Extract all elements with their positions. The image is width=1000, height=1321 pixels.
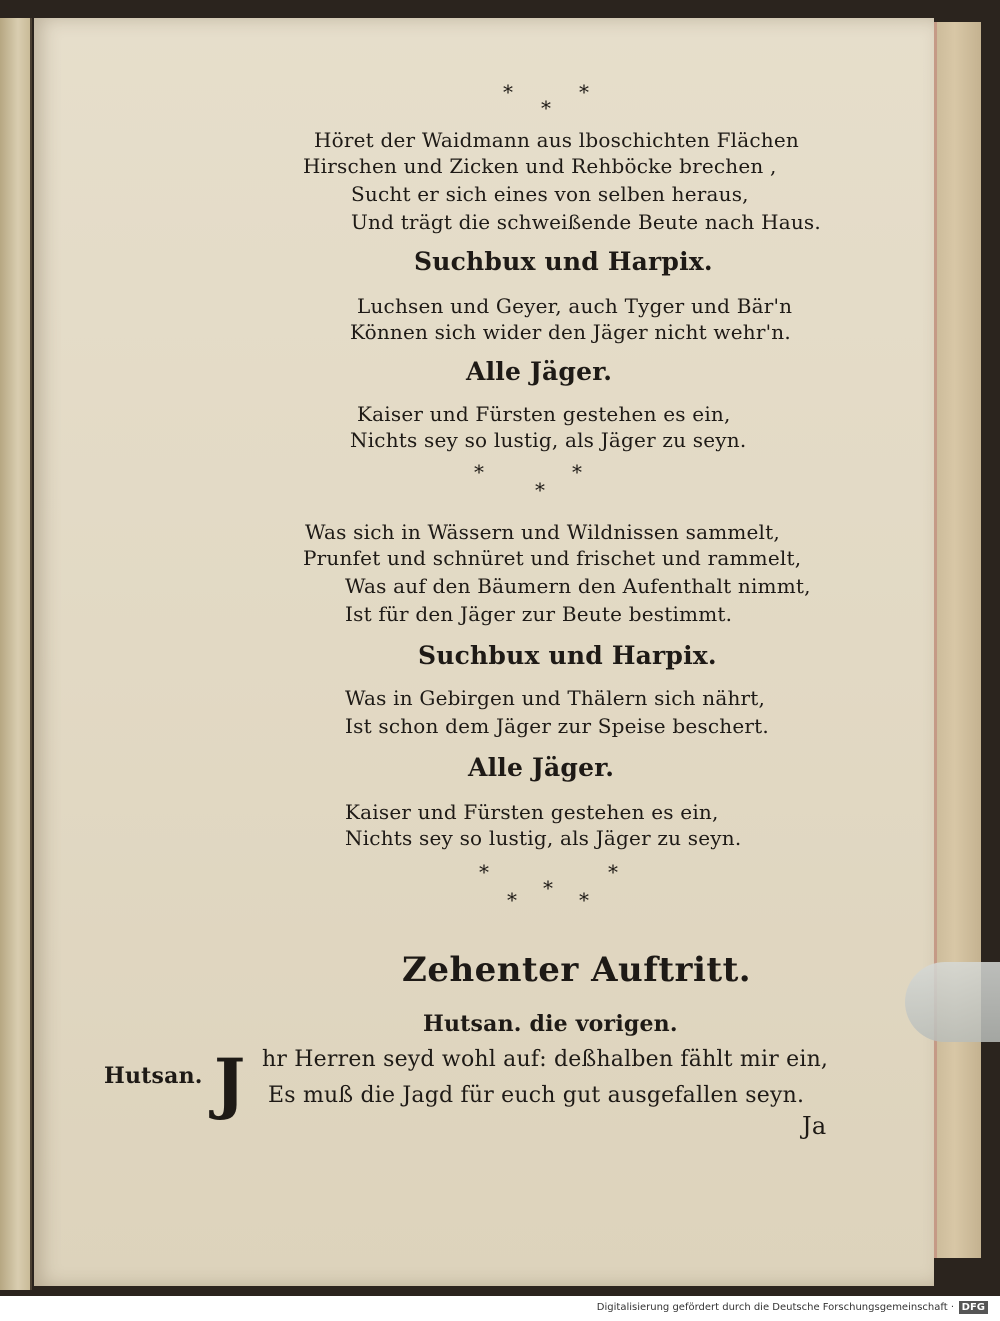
ornament-star: * [479,860,489,884]
ornament-star: * [543,876,553,900]
verse-line: Kaiser und Fürsten gestehen es ein, [345,800,719,824]
ornament-star: * [572,460,582,484]
verse-line: Luchsen und Geyer, auch Tyger und Bär'n [357,294,793,318]
ornament-star: * [579,80,589,104]
speech-line: hr Herren seyd wohl auf: deßhalben fählt mir ein, [262,1047,829,1072]
speaker-heading: Suchbux und Harpix. [414,247,713,276]
ornament-star: * [541,96,551,120]
verse-line: Und trägt die schweißende Beute nach Haus. [351,210,821,234]
verse-line: Nichts sey so lustig, als Jäger zu seyn. [345,826,742,850]
dfg-logo: DFG [959,1301,988,1314]
verse-line: Hirschen und Zicken und Rehböcke brechen , [303,154,777,178]
verse-line: Prunfet und schnüret und frischet und rammelt, [303,546,802,570]
ornament-star: * [507,888,517,912]
ornament-star: * [535,478,545,502]
left-page-edge [0,18,32,1290]
verse-line: Höret der Waidmann aus lboschichten Flächen [314,128,799,152]
scene-title: Zehenter Auftritt. [402,950,752,990]
speaker-heading: Suchbux und Harpix. [418,641,717,670]
verse-line: Was auf den Bäumern den Aufenthalt nimmt, [345,574,811,598]
verse-line: Was in Gebirgen und Thälern sich nährt, [345,686,766,710]
catchword: Ja [802,1112,827,1140]
footer-credit: Digitalisierung gefördert durch die Deutsche Forschungsgemeinschaft · [596,1302,954,1313]
page-stack-edge [934,22,981,1258]
drop-capital: J [214,1044,246,1122]
speech-line: Es muß die Jagd für euch gut ausgefallen seyn. [268,1083,805,1108]
verse-line: Ist schon dem Jäger zur Speise beschert. [345,714,769,738]
ornament-star: * [608,860,618,884]
ornament-star: * [503,80,513,104]
verse-line: Was sich in Wässern und Wildnissen sammelt, [305,520,780,544]
verse-line: Können sich wider den Jäger nicht wehr'n. [350,320,791,344]
ornament-star: * [474,460,484,484]
speaker-heading: Alle Jäger. [466,357,613,386]
ornament-star: * [579,888,589,912]
verse-line: Ist für den Jäger zur Beute bestimmt. [345,602,733,626]
verse-line: Sucht er sich eines von selben heraus, [351,182,749,206]
speaker-name: Hutsan. [104,1063,203,1089]
bookmark-clip [905,962,1000,1042]
scene-cast: Hutsan. die vorigen. [423,1011,678,1037]
verse-line: Nichts sey so lustig, als Jäger zu seyn. [350,428,747,452]
speaker-heading: Alle Jäger. [468,753,615,782]
verse-line: Kaiser und Fürsten gestehen es ein, [357,402,731,426]
